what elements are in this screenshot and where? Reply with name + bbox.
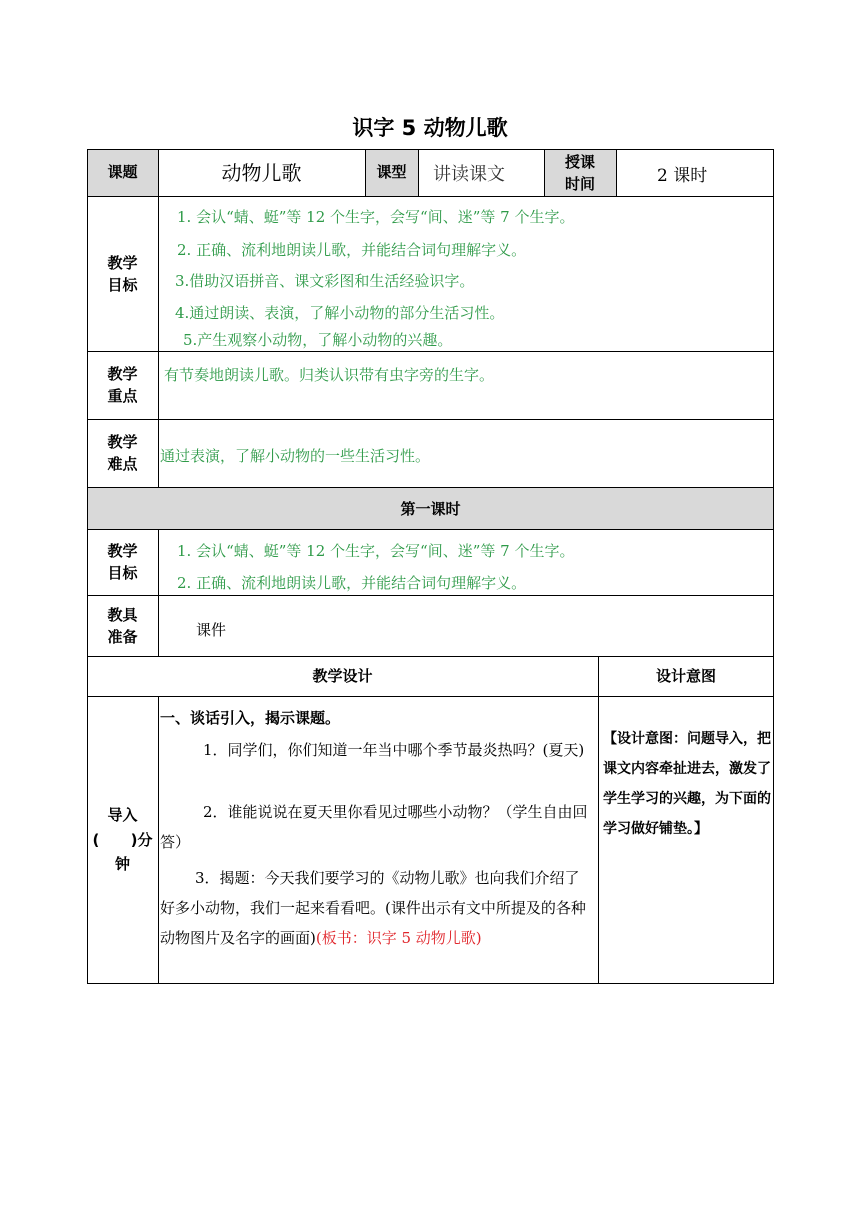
first-goal-item: 1. 会认“蜻、蜓”等 12 个生字，会写“间、迷”等 7 个生字。 (177, 542, 575, 560)
intro-paragraph-3 (160, 863, 594, 953)
lesson-plan-table (87, 149, 774, 984)
goal-item: 2. 正确、流利地朗读儿歌，并能结合词句理解字义。 (177, 241, 527, 259)
goal-item: 4.通过朗读、表演，了解小动物的部分生活习性。 (175, 304, 505, 322)
intro-heading: 一、谈话引入，揭示课题。 (160, 709, 341, 727)
first-goal-item: 2. 正确、流利地朗读儿歌，并能结合词句理解字义。 (177, 574, 527, 592)
time-label-line2: 时间 (564, 175, 595, 193)
difficulties-text: 通过表演，了解小动物的一些生活习性。 (160, 447, 431, 465)
intro-label-line2: ( )分 (92, 831, 153, 849)
intro-label-line3: 钟 (114, 855, 130, 873)
first-goals-label-line2: 目标 (107, 564, 138, 582)
key-points-text: 有节奏地朗读儿歌。归类认识带有虫字旁的生字。 (164, 366, 495, 384)
subject-label: 课题 (107, 163, 138, 181)
intro-paragraph-2: 2．谁能说说在夏天里你看见过哪些小动物？（学生自由回答） (160, 803, 588, 851)
goals-label-line2: 目标 (107, 276, 138, 294)
type-value: 讲读课文 (433, 164, 505, 185)
tools-label-line2: 准备 (107, 628, 138, 646)
intro-label-line1: 导入 (107, 806, 138, 824)
tools-value: 课件 (196, 621, 227, 639)
subject-value: 动物儿歌 (221, 161, 302, 185)
time-label-line1: 授课 (564, 153, 595, 171)
goals-label-line1: 教学 (107, 254, 138, 272)
blackboard-note: (板书：识字 5 动物儿歌) (315, 929, 482, 947)
first-lesson-title: 第一课时 (400, 500, 461, 518)
design-header-right: 设计意图 (655, 667, 716, 685)
goal-item: 1. 会认“蜻、蜓”等 12 个生字，会写“间、迷”等 7 个生字。 (177, 208, 575, 226)
type-label: 课型 (376, 163, 407, 181)
difficulties-label-line2: 难点 (107, 455, 138, 473)
time-value: 2 课时 (657, 166, 708, 186)
first-goals-label-line1: 教学 (107, 542, 138, 560)
goal-item: 3.借助汉语拼音、课文彩图和生活经验识字。 (175, 272, 475, 290)
tools-label-line1: 教具 (107, 606, 138, 624)
intro-paragraph-3-main: 3．揭题：今天我们要学习的《动物儿歌》也向我们介绍了好多小动物，我们一起来看看吧。(课件出示有文中所提及的各种动物图片及名字的画面) (160, 869, 586, 947)
difficulties-label-line1: 教学 (107, 433, 138, 451)
design-intent: 【设计意图：问题导入，把课文内容牵扯进去，激发了学生学习的兴趣，为下面的学习做好铺垫。】 (603, 731, 771, 837)
key-points-label-line2: 重点 (107, 387, 138, 405)
intro-paragraph-1: 1．同学们，你们知道一年当中哪个季节最炎热吗？(夏天) (203, 741, 585, 759)
design-header-left: 教学设计 (312, 667, 373, 685)
goal-item: 5.产生观察小动物，了解小动物的兴趣。 (183, 331, 453, 349)
key-points-label-line1: 教学 (107, 365, 138, 383)
page-title: 识字 5 动物儿歌 (352, 116, 508, 140)
